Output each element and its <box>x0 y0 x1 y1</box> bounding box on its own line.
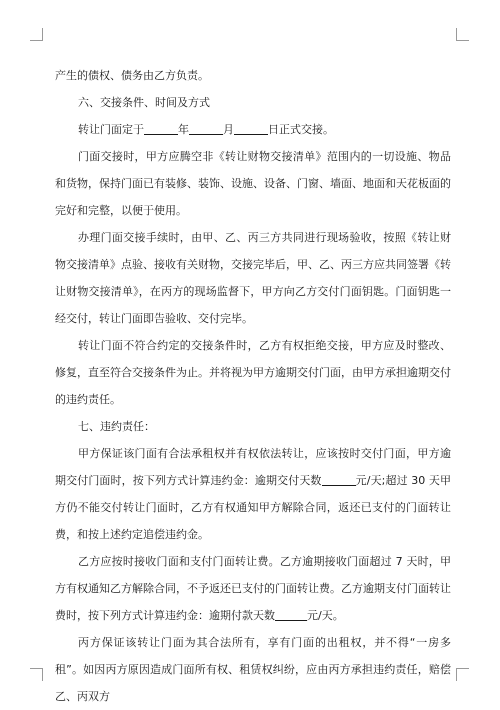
paragraph-handover-date <box>55 116 451 143</box>
blank-month <box>189 122 223 135</box>
paragraph-party-b-liability <box>55 548 451 629</box>
section-heading-liability: 七、违约责任： <box>78 420 155 433</box>
text-fragment: 月 <box>223 123 234 136</box>
paragraph-party-a-liability <box>55 440 451 548</box>
blank-year <box>144 122 178 135</box>
paragraph-debt-responsibility: 产生的债权、债务由乙方负责。 <box>55 69 209 82</box>
text-fragment: 转让门面定于 <box>78 123 144 136</box>
text-fragment: 甲方保证该门面有合法承租权并有权依法转让，应该按时交付门面，甲方逾期交付门面时，按下列方式计算违约金：逾期交付天数 <box>55 447 451 487</box>
blank-payment-penalty <box>275 608 307 621</box>
document-body <box>55 62 451 710</box>
paragraph-handover-rejection: 转让门面不符合约定的交接条件时，乙方有权拒绝交接，甲方应及时整改、修复，直至符合交接条件为止。并将视为甲方逾期交付门面，由甲方承担逾期交付的违约责任。 <box>55 339 451 406</box>
paragraph-handover-condition: 门面交接时，甲方应腾空非《转让财物交接清单》范围内的一切设施、物品和货物，保持门面已有装修、装饰、设施、设备、门窗、墙面、地面和天花板面的完好和完整，以便于使用。 <box>55 150 451 217</box>
paragraph-handover-procedure: 办理门面交接手续时，由甲、乙、丙三方共同进行现场验收，按照《转让财物交接清单》点验、接收有关财物，交接完毕后，甲、乙、丙三方应共同签署《转让财物交接清单》，在丙方的现场监督下，甲方向乙方交付门面钥匙。门面钥匙一经交付，转让门面即告验收、交付完毕。 <box>55 231 451 325</box>
text-fragment: 年 <box>178 123 189 136</box>
crop-mark-top-left <box>30 28 43 41</box>
text-fragment: 元/天。 <box>307 609 344 622</box>
crop-mark-bottom-left <box>30 668 43 681</box>
blank-daily-penalty <box>322 473 356 486</box>
blank-day <box>234 122 268 135</box>
text-fragment: 日正式交接。 <box>268 123 334 136</box>
crop-mark-bottom-right <box>456 668 469 681</box>
text-fragment: 乙方应按时接收门面和支付门面转让费。乙方逾期接收门面超过 7 天时，甲方有权通知乙方解除合同，不予返还已支付的门面转让费。乙方逾期支付门面转让费时，按下列方式计算违约金：逾期付款天数 <box>55 555 451 622</box>
section-heading-handover: 六、交接条件、时间及方式 <box>78 96 210 109</box>
crop-mark-top-right <box>456 28 469 41</box>
paragraph-party-c-liability: 丙方保证该转让门面为其合法所有，享有门面的出租权，并不得“一房多租”。如因丙方原因造成门面所有权、租赁权纠纷，应由丙方承担违约责任，赔偿乙、丙双方 <box>55 636 451 703</box>
text-fragment: 元/天;超过 30 天甲方仍不能交付转让门面时，乙方有权通知甲方解除合同，返还已支付的门面转让费，和按上述约定追偿违约金。 <box>55 474 452 541</box>
